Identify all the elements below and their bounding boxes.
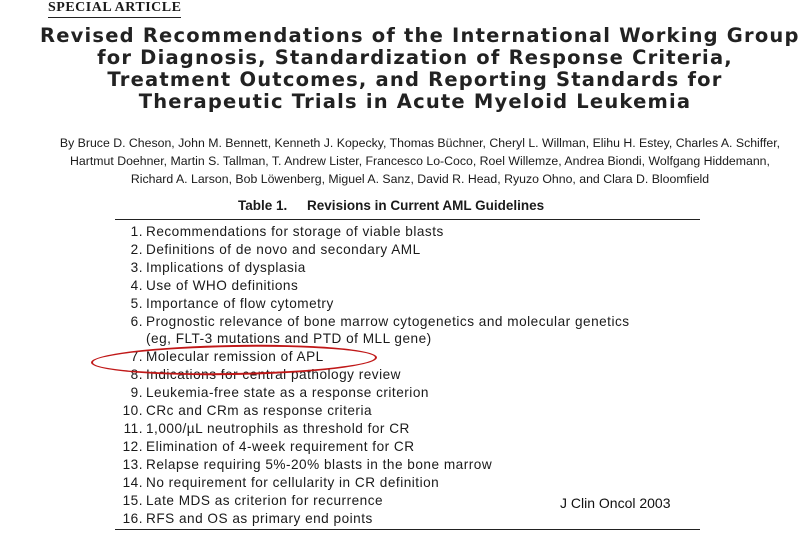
item-number: 1. bbox=[130, 224, 143, 239]
item-text: Leukemia-free state as a response criterion bbox=[146, 385, 429, 401]
revision-item bbox=[115, 420, 700, 438]
item-text: Elimination of 4-week requirement for CR bbox=[146, 438, 415, 454]
table-number: Table 1. bbox=[238, 198, 288, 213]
item-continuation-text: (eg, FLT-3 mutations and PTD of MLL gene) bbox=[146, 331, 432, 347]
revision-item bbox=[115, 241, 700, 259]
journal-citation: J Clin Oncol 2003 bbox=[560, 495, 671, 511]
revision-item bbox=[115, 277, 700, 295]
title-line: for Diagnosis, Standardization of Response Criteria, bbox=[97, 46, 733, 69]
item-number: 12. bbox=[122, 438, 143, 454]
table-bottom-rule bbox=[115, 529, 700, 530]
item-text: Prognostic relevance of bone marrow cytogenetics and molecular genetics bbox=[146, 313, 630, 329]
item-number: 9. bbox=[130, 385, 143, 401]
item-number: 6. bbox=[130, 313, 143, 329]
revision-item bbox=[115, 223, 700, 241]
item-text: Relapse requiring 5%-20% blasts in the bone marrow bbox=[146, 456, 493, 472]
revision-item bbox=[115, 313, 700, 331]
article-title bbox=[40, 24, 800, 113]
item-text: Use of WHO definitions bbox=[146, 277, 299, 293]
revision-item bbox=[115, 438, 700, 456]
item-number: 16. bbox=[122, 510, 143, 526]
item-text: Recommendations for storage of viable blasts bbox=[146, 224, 444, 239]
item-text: Importance of flow cytometry bbox=[146, 295, 334, 311]
table-caption-text: Revisions in Current AML Guidelines bbox=[307, 198, 545, 213]
item-number: 4. bbox=[130, 277, 143, 293]
revision-item bbox=[115, 259, 700, 277]
item-text: Late MDS as criterion for recurrence bbox=[146, 492, 384, 508]
revision-item bbox=[115, 456, 700, 474]
item-number: 15. bbox=[122, 492, 143, 508]
item-text: 1,000/µL neutrophils as threshold for CR bbox=[146, 420, 410, 436]
item-text: No requirement for cellularity in CR definition bbox=[146, 474, 440, 490]
item-text: Molecular remission of APL bbox=[146, 349, 324, 365]
author-line: By Bruce D. Cheson, John M. Bennett, Kenneth J. Kopecky, Thomas Büchner, Cheryl L. Willman, Elihu H. Estey, Charles A. Schiffer, bbox=[59, 136, 781, 150]
item-number: 8. bbox=[130, 367, 143, 383]
author-line: Richard A. Larson, Bob Löwenberg, Miguel A. Sanz, David R. Head, Ryuzo Ohno, and Clara D. Bloomfield bbox=[130, 172, 710, 186]
item-number: 13. bbox=[122, 456, 143, 472]
revision-item bbox=[115, 510, 700, 528]
revision-item bbox=[115, 402, 700, 420]
item-text: Definitions of de novo and secondary AML bbox=[146, 241, 421, 257]
author-line: Hartmut Doehner, Martin S. Tallman, T. Andrew Lister, Francesco Lo-Coco, Roel Willemze, Andrea Biondi, Wolfgang Hiddemann, bbox=[70, 154, 770, 168]
item-number: 7. bbox=[130, 349, 143, 365]
revision-item bbox=[115, 384, 700, 402]
item-text: CRc and CRm as response criteria bbox=[146, 403, 373, 419]
item-text: RFS and OS as primary end points bbox=[146, 510, 373, 526]
item-text: Indications for central pathology review bbox=[146, 367, 401, 383]
item-number: 10. bbox=[122, 403, 143, 419]
item-number: 11. bbox=[123, 420, 143, 436]
item-number: 2. bbox=[130, 241, 143, 257]
item-number: 14. bbox=[122, 474, 143, 490]
item-number: 5. bbox=[130, 295, 143, 311]
title-line: Treatment Outcomes, and Reporting Standards for bbox=[107, 68, 723, 91]
table-top-rule bbox=[115, 219, 700, 220]
title-line: Therapeutic Trials in Acute Myeloid Leukemia bbox=[138, 90, 692, 113]
section-label: SPECIAL ARTICLE bbox=[48, 0, 181, 18]
table-caption bbox=[238, 198, 544, 213]
revision-item bbox=[115, 474, 700, 492]
revision-item bbox=[115, 295, 700, 313]
item-text: Implications of dysplasia bbox=[146, 259, 306, 275]
title-line: Revised Recommendations of the International Working Group bbox=[40, 24, 800, 47]
author-list bbox=[50, 134, 790, 188]
item-number: 3. bbox=[130, 259, 143, 275]
